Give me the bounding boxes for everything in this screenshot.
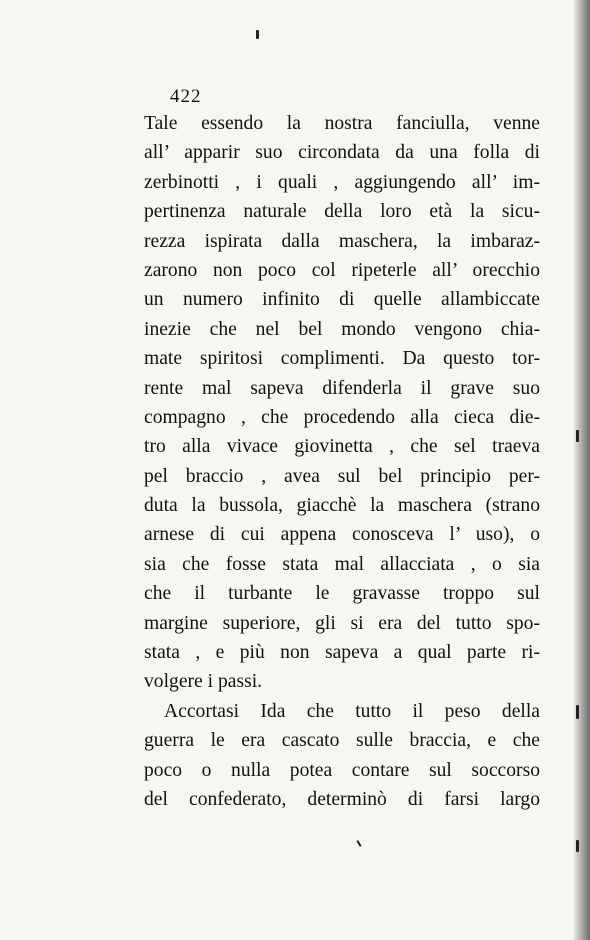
text-line: rente mal sapeva difenderla il grave suo	[144, 377, 540, 399]
text-line: zerbinotti , i quali , aggiungendo all’ im-	[144, 171, 540, 193]
text-line: un numero infinito di quelle allambiccate	[144, 289, 540, 311]
text-line: arnese di cui appena conosceva l’ uso), o	[144, 524, 540, 546]
text-line: inezie che nel bel mondo vengono chia-	[144, 318, 540, 340]
page-number: 422	[170, 86, 202, 107]
ink-speck	[256, 30, 259, 39]
text-line: duta la bussola, giacchè la maschera (strano	[144, 495, 540, 517]
body-text	[144, 109, 540, 814]
text-line: volgere i passi.	[144, 671, 263, 693]
ink-speck	[576, 430, 579, 442]
text-line: Accortasi Ida che tutto il peso della	[164, 700, 540, 722]
text-line: compagno , che procedendo alla cieca die-	[144, 406, 540, 428]
ink-speck	[576, 705, 579, 719]
text-line: tro alla vivace giovinetta , che sel traeva	[144, 436, 540, 458]
text-line: che il turbante le gravasse troppo sul	[144, 583, 540, 605]
text-line: stata , e più non sapeva a qual parte ri-	[144, 642, 540, 664]
text-line: poco o nulla potea contare sul soccorso	[144, 759, 540, 781]
text-line: sia che fosse stata mal allacciata , o sia	[144, 553, 540, 575]
text-line: all’ apparir suo circondata da una folla di	[144, 142, 540, 164]
text-line: margine superiore, gli si era del tutto spo-	[144, 612, 540, 634]
text-line: zarono non poco col ripeterle all’ orecchio	[144, 259, 540, 281]
text-line: rezza ispirata dalla maschera, la imbaraz-	[144, 230, 540, 252]
text-line: del confederato, determinò di farsi largo	[144, 788, 540, 810]
text-line: pel braccio , avea sul bel principio per-	[144, 465, 540, 487]
page-edge-shadow	[576, 0, 590, 940]
text-line: Tale essendo la nostra fanciulla, venne	[144, 113, 540, 134]
text-line: pertinenza naturale della loro età la sicu-	[144, 201, 540, 223]
text-line: mate spiritosi complimenti. Da questo tor-	[144, 348, 540, 370]
text-line: guerra le era cascato sulle braccia, e che	[144, 730, 540, 752]
ink-speck	[356, 840, 361, 847]
ink-speck	[576, 840, 579, 852]
